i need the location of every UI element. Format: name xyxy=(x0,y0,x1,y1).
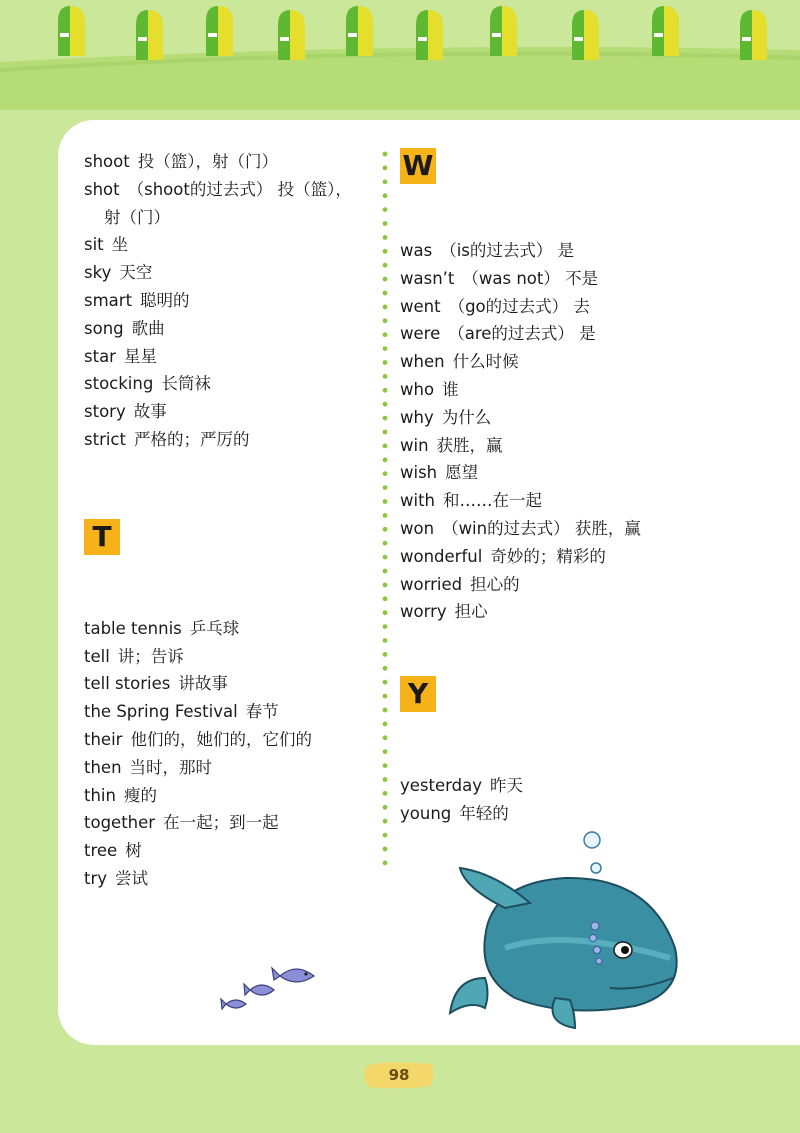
vocab-entry xyxy=(400,293,790,321)
vocab-word: were xyxy=(400,324,441,344)
vocab-entry xyxy=(84,754,384,782)
vocab-meaning: 投（篮），射（门） xyxy=(137,152,278,171)
vocab-word: tell stories xyxy=(84,674,171,694)
vocab-word: thin xyxy=(84,785,116,805)
vocab-word: the Spring Festival xyxy=(84,702,238,722)
leaf-icon xyxy=(652,6,679,56)
vocab-word: tell xyxy=(84,646,110,666)
vocab-word: when xyxy=(400,352,445,372)
vocab-entry xyxy=(84,370,384,398)
vocab-meaning: 讲；告诉 xyxy=(117,646,184,666)
vocab-entry xyxy=(84,343,384,371)
vocab-word: try xyxy=(84,868,108,888)
vocab-meaning: 长筒袜 xyxy=(161,374,211,394)
right-column xyxy=(400,148,790,828)
vocab-word: win xyxy=(400,435,429,455)
vocab-meaning: 昨天 xyxy=(489,776,523,796)
vocab-meaning: 担心 xyxy=(454,602,488,622)
vocab-entry xyxy=(400,543,790,571)
vocab-entry xyxy=(84,231,384,259)
small-fish-illustration xyxy=(216,958,320,1016)
vocab-word: star xyxy=(84,346,116,366)
vocab-word: wish xyxy=(400,463,438,483)
vocab-meaning: 严格的；严厉的 xyxy=(133,429,250,449)
vocab-word: smart xyxy=(84,290,133,310)
vocab-entry xyxy=(400,800,790,828)
vocab-meaning: 担心的 xyxy=(470,574,520,594)
vocab-entry xyxy=(84,643,384,671)
vocab-meaning: 聪明的 xyxy=(140,290,190,310)
vocab-meaning: （win的过去式） 获胜，赢 xyxy=(442,518,641,538)
vocab-meaning: 春节 xyxy=(245,702,279,722)
vocab-meaning: 天空 xyxy=(119,263,153,283)
left-column xyxy=(84,148,384,893)
vocab-entry xyxy=(84,726,384,754)
vocab-word: why xyxy=(400,407,434,427)
vocab-word: yesterday xyxy=(400,776,482,796)
vocab-entry xyxy=(400,487,790,515)
vocab-word: went xyxy=(400,296,441,316)
vocab-entry xyxy=(84,287,384,315)
vocab-entry xyxy=(400,320,790,348)
vocab-word: was xyxy=(400,241,433,260)
vocab-word: with xyxy=(400,491,436,511)
vocab-entry xyxy=(84,670,384,698)
vocab-word: worried xyxy=(400,574,463,594)
vocab-entry xyxy=(400,348,790,376)
vocab-meaning-continued: 射（门） xyxy=(104,207,170,227)
vocab-meaning: 讲故事 xyxy=(178,674,228,694)
vocab-entry xyxy=(400,571,790,599)
vocab-word: won xyxy=(400,518,435,538)
letter-heading-t: T xyxy=(84,519,120,555)
s-entries xyxy=(84,148,384,454)
vocab-meaning: 歌曲 xyxy=(131,318,165,338)
vocab-word: strict xyxy=(84,429,126,449)
vocab-entry xyxy=(400,376,790,404)
leaf-icon xyxy=(278,10,305,60)
vocab-meaning: 和……在一起 xyxy=(443,491,543,511)
page-number: 98 xyxy=(388,1066,410,1084)
vocab-meaning: 愿望 xyxy=(445,463,479,483)
leaf-icon xyxy=(58,6,85,56)
vocab-entry xyxy=(400,598,790,626)
vocab-entry xyxy=(84,782,384,810)
leaf-icon xyxy=(346,6,373,56)
vocab-word: song xyxy=(84,318,124,338)
vocab-word: their xyxy=(84,729,123,749)
whale-illustration xyxy=(445,828,690,1033)
vocab-word: young xyxy=(400,803,452,823)
leaf-icon xyxy=(136,10,163,60)
vocab-meaning: 年轻的 xyxy=(459,803,509,823)
vocab-meaning: 当时，那时 xyxy=(129,757,213,777)
vocab-meaning: 乒乓球 xyxy=(189,618,240,638)
vocab-meaning: （are的过去式） 是 xyxy=(448,324,596,344)
w-entries xyxy=(400,237,790,626)
vocab-meaning: 树 xyxy=(125,841,142,861)
vocab-meaning: （was not） 不是 xyxy=(462,268,599,288)
vocab-word: shot xyxy=(84,179,120,199)
vocab-word: wonderful xyxy=(400,546,483,566)
leaf-header-decoration xyxy=(0,0,800,110)
y-entries xyxy=(400,772,790,828)
vocab-word: wasn’t xyxy=(400,268,455,288)
vocab-meaning: 什么时候 xyxy=(452,352,519,372)
vocab-entry xyxy=(400,265,790,293)
vocab-word: who xyxy=(400,379,435,399)
vocab-meaning: 瘦的 xyxy=(123,785,157,805)
vocab-entry xyxy=(84,259,384,287)
leaf-icon xyxy=(416,10,443,60)
vocab-meaning: 他们的，她们的，它们的 xyxy=(130,729,312,749)
letter-heading-w: W xyxy=(400,148,436,184)
vocab-entry xyxy=(84,148,384,176)
vocab-word: sky xyxy=(84,263,112,283)
vocab-meaning: （shoot的过去式） 投（篮）， xyxy=(127,179,352,199)
vocab-entry xyxy=(400,459,790,487)
vocab-entry xyxy=(400,404,790,432)
vocab-word: story xyxy=(84,402,126,422)
vocab-word: stocking xyxy=(84,374,154,394)
vocab-entry xyxy=(400,772,790,800)
vocab-entry xyxy=(84,426,384,454)
leaf-icon xyxy=(206,6,233,56)
vocab-entry xyxy=(400,515,790,543)
vocab-entry xyxy=(400,432,790,460)
vocab-entry xyxy=(84,398,384,426)
vocab-word: shoot xyxy=(84,152,130,171)
vocab-entry xyxy=(84,315,384,343)
vocab-entry xyxy=(84,837,384,865)
vocab-meaning: 在一起；到一起 xyxy=(163,813,279,833)
vocab-meaning: 尝试 xyxy=(115,868,149,888)
vocab-meaning: 星星 xyxy=(123,346,157,366)
vocab-entry xyxy=(84,865,384,893)
vocab-entry xyxy=(84,176,384,204)
vocab-meaning: 坐 xyxy=(111,235,129,255)
vocab-meaning: 奇妙的；精彩的 xyxy=(490,546,606,566)
t-entries xyxy=(84,615,384,893)
vocab-meaning: 谁 xyxy=(442,379,459,399)
leaf-icon xyxy=(490,6,517,56)
leaf-icon xyxy=(740,10,767,60)
vocab-meaning: 获胜，赢 xyxy=(436,435,503,455)
leaf-icon xyxy=(572,10,599,60)
vocab-word: worry xyxy=(400,602,447,622)
vocab-meaning: （go的过去式） 去 xyxy=(448,296,590,316)
vocab-meaning: 为什么 xyxy=(441,407,492,427)
vocab-entry xyxy=(84,615,384,643)
vocab-word: then xyxy=(84,757,122,777)
vocab-meaning: （is的过去式） 是 xyxy=(440,241,575,260)
vocab-entry xyxy=(84,698,384,726)
vocab-word: together xyxy=(84,813,156,833)
letter-heading-y: Y xyxy=(400,676,436,712)
vocab-word: tree xyxy=(84,841,118,861)
vocab-entry xyxy=(84,809,384,837)
vocab-meaning: 故事 xyxy=(133,402,167,422)
vocab-word: sit xyxy=(84,235,104,255)
vocab-entry xyxy=(400,237,790,265)
vocab-word: table tennis xyxy=(84,618,182,638)
